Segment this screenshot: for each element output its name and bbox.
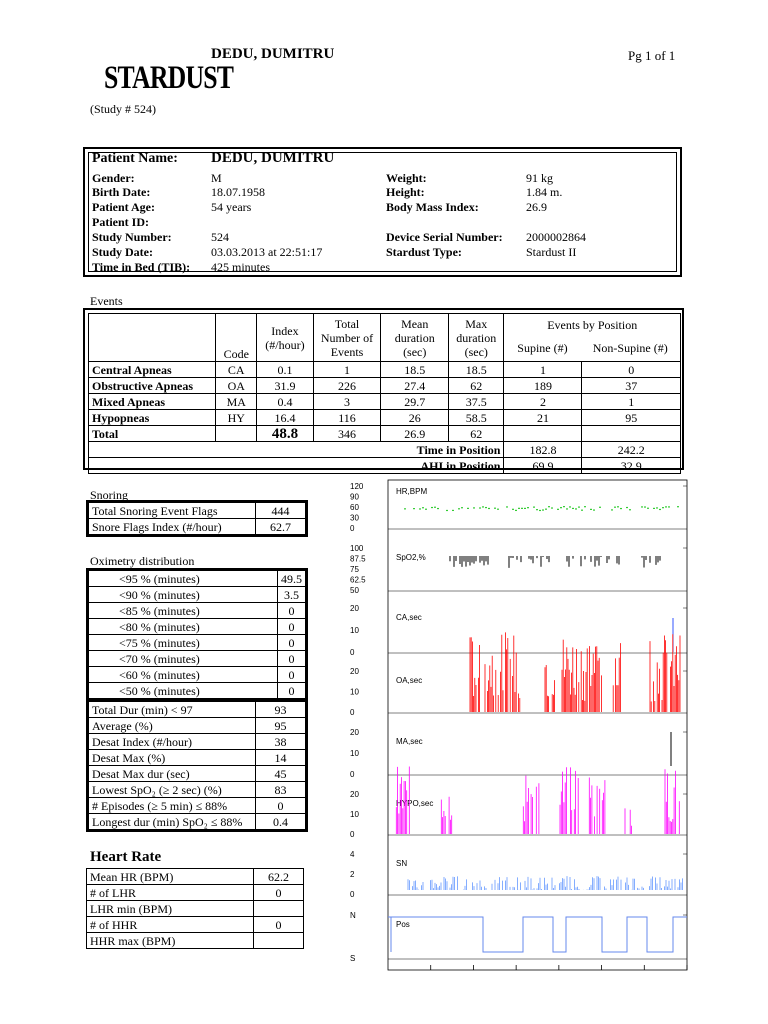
patient-name-value: DEDU, DUMITRU: [211, 150, 335, 166]
hr-trace: [575, 508, 577, 509]
overnight-graph: [340, 478, 690, 978]
patient-field-value: 524: [211, 230, 229, 244]
row-value: 62.7: [256, 519, 306, 535]
hr-trace: [518, 508, 520, 509]
hr-trace: [485, 507, 487, 508]
row-value: 62.2: [254, 869, 304, 885]
table-row: [89, 603, 306, 619]
patient-field-label: Birth Date:: [92, 185, 151, 199]
patient-field-value: 26.9: [526, 200, 547, 214]
event-nonsupine-cell: 95: [582, 410, 681, 426]
hr-trace: [656, 507, 658, 508]
y-tick-label: 0: [350, 648, 355, 657]
patient-field-label: Patient Age:: [92, 200, 155, 214]
hr-trace: [473, 507, 475, 508]
hr-trace: [413, 508, 415, 509]
row-value: 0: [278, 603, 306, 619]
y-tick-label: 20: [350, 790, 359, 799]
event-max-cell: 18.5: [449, 362, 504, 378]
hr-trace: [422, 507, 424, 508]
events-title: Events: [90, 294, 123, 308]
hr-trace: [581, 510, 583, 511]
event-max-cell: 62: [449, 378, 504, 394]
heart-rate-table: [86, 868, 304, 949]
event-code-cell: [216, 426, 257, 442]
y-tick-label: 62.5: [350, 575, 366, 585]
ahi-in-position-label: AHI in Position: [89, 458, 504, 474]
patient-field-value: 91 kg: [526, 171, 553, 185]
events-table: [88, 313, 681, 474]
hr-trace: [431, 507, 433, 508]
event-total-cell: 226: [313, 378, 381, 394]
events-row: [89, 394, 681, 410]
row-value: 0: [278, 619, 306, 635]
table-row: [89, 702, 306, 718]
row-value: 3.5: [278, 587, 306, 603]
patient-field-value: 54 years: [211, 200, 252, 214]
ahi-in-position-supine: 69.9: [504, 458, 582, 474]
ahi-in-position-nonsupine: 32.9: [582, 458, 681, 474]
table-row: [89, 519, 306, 535]
table-row: [87, 901, 304, 917]
row-label: <60 % (minutes): [89, 667, 278, 683]
row-label: <95 % (minutes): [89, 571, 278, 587]
hr-trace: [617, 506, 619, 507]
event-type-label: Mixed Apneas: [89, 394, 216, 410]
table-row: [89, 718, 306, 734]
stardust-logo: STARDUST: [104, 60, 234, 96]
hr-trace: [560, 507, 562, 508]
event-code-cell: HY: [216, 410, 257, 426]
patient-field-value: 1.84 m.: [526, 185, 563, 199]
y-tick-label: 0: [350, 890, 355, 899]
event-total-cell: 116: [313, 410, 381, 426]
events-box: [83, 308, 684, 473]
event-max-cell: 62: [449, 426, 504, 442]
row-label: Longest dur (min) SpO₂ ≤ 88%: [89, 814, 256, 830]
event-nonsupine-cell: 0: [582, 362, 681, 378]
row-label: Total Dur (min) < 97: [89, 702, 256, 718]
event-max-cell: 58.5: [449, 410, 504, 426]
oximetry-title: Oximetry distribution: [90, 554, 195, 568]
hr-trace: [533, 507, 535, 508]
patient-field-label: Study Number:: [92, 230, 172, 244]
col-mean: Mean duration (sec): [381, 314, 449, 362]
hr-trace: [494, 508, 496, 509]
position-trace: [388, 917, 687, 952]
hr-trace: [569, 506, 571, 507]
time-in-position-supine: 182.8: [504, 442, 582, 458]
event-mean-cell: 26: [381, 410, 449, 426]
table-row: [87, 917, 304, 933]
hr-trace: [677, 506, 679, 507]
table-row: [89, 750, 306, 766]
study-number-caption: (Study # 524): [90, 102, 156, 116]
patient-field-label: Time in Bed (TIB):: [92, 260, 191, 274]
row-value: 0: [278, 635, 306, 651]
y-tick-label: 20: [350, 728, 359, 737]
hr-trace: [419, 508, 421, 509]
event-max-cell: 37.5: [449, 394, 504, 410]
patient-field-value: 2000002864: [526, 230, 586, 244]
table-row: [89, 571, 306, 587]
patient-field-label: Stardust Type:: [386, 245, 462, 259]
table-row: [89, 814, 306, 830]
table-row: [89, 734, 306, 750]
hr-trace: [521, 508, 523, 509]
hr-trace: [437, 508, 439, 509]
report-patient-name: DEDU, DUMITRU: [211, 46, 335, 62]
heart-rate-title: Heart Rate: [90, 849, 162, 865]
table-row: [89, 587, 306, 603]
table-row: [89, 798, 306, 814]
event-index-cell: 16.4: [257, 410, 313, 426]
row-value: 83: [256, 782, 306, 798]
row-value: 38: [256, 734, 306, 750]
hr-trace: [647, 508, 649, 509]
row-value: [254, 933, 304, 949]
snoring-box: [86, 500, 308, 537]
event-nonsupine-cell: [582, 426, 681, 442]
row-label: LHR min (BPM): [87, 901, 254, 917]
hr-trace: [488, 508, 490, 509]
col-total: Total Number of Events: [313, 314, 381, 362]
patient-info-box: [83, 147, 682, 277]
hr-trace: [506, 506, 508, 507]
row-label: <75 % (minutes): [89, 635, 278, 651]
row-label: <90 % (minutes): [89, 587, 278, 603]
hr-trace: [590, 509, 592, 510]
row-label: Desat Max (%): [89, 750, 256, 766]
patient-field-label: Patient ID:: [92, 215, 149, 229]
event-code-cell: CA: [216, 362, 257, 378]
oximetry-stats-table: [88, 701, 306, 830]
hr-trace: [404, 508, 406, 509]
table-row: [89, 782, 306, 798]
hr-trace: [446, 510, 448, 511]
row-value: 49.5: [278, 571, 306, 587]
row-value: 0: [278, 667, 306, 683]
y-tick-label: 30: [350, 513, 359, 523]
table-row: [89, 766, 306, 782]
row-value: 0: [256, 798, 306, 814]
hr-trace: [599, 507, 601, 508]
row-label: HHR max (BPM): [87, 933, 254, 949]
col-code: Code: [216, 314, 257, 362]
y-tick-label: 10: [350, 810, 359, 819]
patient-field-value: Stardust II: [526, 245, 577, 259]
y-tick-label: 87.5: [350, 554, 366, 564]
row-value: 0: [254, 885, 304, 901]
hr-trace: [458, 508, 460, 509]
y-tick-label: 20: [350, 604, 359, 613]
y-tick-label: 0: [350, 770, 355, 779]
y-tick-label: 20: [350, 667, 359, 676]
channel-label: MA,sec: [396, 737, 423, 746]
hr-trace: [620, 508, 622, 509]
hr-trace: [662, 507, 664, 508]
hr-trace: [644, 506, 646, 507]
row-value: 0.4: [256, 814, 306, 830]
hr-trace: [572, 508, 574, 509]
oximetry-dist-table: [88, 570, 306, 699]
y-tick-label: 0: [350, 708, 355, 717]
hr-trace: [479, 507, 481, 508]
hr-trace: [668, 506, 670, 507]
row-value: [254, 901, 304, 917]
hr-trace: [653, 508, 655, 509]
y-tick-label: 50: [350, 586, 359, 595]
y-tick-label: 10: [350, 749, 359, 758]
hr-trace: [584, 506, 586, 507]
page-number: Pg 1 of 1: [628, 48, 676, 63]
event-supine-cell: 2: [504, 394, 582, 410]
hr-trace: [452, 510, 454, 511]
event-supine-cell: [504, 426, 582, 442]
y-tick-label: N: [350, 911, 356, 920]
col-supine: Supine (#): [517, 341, 568, 355]
y-tick-label: 2: [350, 870, 355, 879]
table-row: [89, 651, 306, 667]
row-label: <70 % (minutes): [89, 651, 278, 667]
row-value: 45: [256, 766, 306, 782]
row-value: 0: [278, 651, 306, 667]
channel-label: SN: [396, 859, 408, 868]
hr-trace: [551, 507, 553, 508]
hr-trace: [467, 508, 469, 509]
hr-trace: [548, 506, 550, 507]
table-row: [89, 503, 306, 519]
row-value: 93: [256, 702, 306, 718]
patient-field-value: 18.07.1958: [211, 185, 265, 199]
y-tick-label: 60: [350, 503, 359, 512]
row-label: # of LHR: [87, 885, 254, 901]
row-value: 0: [254, 917, 304, 933]
row-value: 444: [256, 503, 306, 519]
hr-trace: [665, 506, 667, 507]
event-code-cell: MA: [216, 394, 257, 410]
event-total-cell: 346: [313, 426, 381, 442]
by-position-label: Events by Position: [547, 318, 638, 332]
patient-field-label: Gender:: [92, 171, 135, 185]
event-type-label: Obstructive Apneas: [89, 378, 216, 394]
hr-trace: [425, 509, 427, 510]
channel-label: Pos: [396, 920, 410, 929]
event-nonsupine-cell: 1: [582, 394, 681, 410]
snoring-title: Snoring: [90, 488, 129, 502]
hr-trace: [536, 509, 538, 510]
plot-frame: [388, 480, 687, 970]
row-label: Total Snoring Event Flags: [89, 503, 256, 519]
hr-trace: [497, 509, 499, 510]
heart-rate-box: [86, 868, 304, 949]
events-row: [89, 378, 681, 394]
hr-trace: [524, 508, 526, 509]
col-by-position: [504, 314, 681, 362]
hr-trace: [512, 509, 514, 510]
hr-trace: [626, 507, 628, 508]
event-supine-cell: 189: [504, 378, 582, 394]
row-label: Desat Max dur (sec): [89, 766, 256, 782]
row-label: # of HHR: [87, 917, 254, 933]
event-mean-cell: 26.9: [381, 426, 449, 442]
event-index-cell: 0.4: [257, 394, 313, 410]
event-mean-cell: 18.5: [381, 362, 449, 378]
hr-trace: [593, 509, 595, 510]
event-index-cell: 0.1: [257, 362, 313, 378]
patient-field-label: Device Serial Number:: [386, 230, 503, 244]
patient-field-value: M: [211, 171, 222, 185]
patient-field-label: Height:: [386, 185, 425, 199]
table-row: [89, 619, 306, 635]
y-tick-label: S: [350, 954, 356, 963]
patient-name-label: Patient Name:: [92, 151, 178, 166]
table-row: [87, 869, 304, 885]
hr-trace: [545, 509, 547, 510]
events-header-blank: [89, 314, 216, 362]
y-tick-label: 10: [350, 626, 359, 635]
row-value: 95: [256, 718, 306, 734]
hr-trace: [515, 510, 517, 511]
time-in-position-label: Time in Position: [89, 442, 504, 458]
snoring-table: [88, 502, 306, 535]
hr-trace: [578, 507, 580, 508]
table-row: [89, 635, 306, 651]
patient-field-label: Study Date:: [92, 245, 154, 259]
y-tick-label: 0: [350, 830, 355, 839]
col-index: Index (#/hour): [257, 314, 313, 362]
hr-trace: [542, 509, 544, 510]
row-label: <85 % (minutes): [89, 603, 278, 619]
row-label: Mean HR (BPM): [87, 869, 254, 885]
table-row: [87, 933, 304, 949]
row-value: 14: [256, 750, 306, 766]
hr-trace: [482, 506, 484, 507]
y-tick-label: 10: [350, 687, 359, 697]
row-label: <80 % (minutes): [89, 619, 278, 635]
patient-field-value: 425 minutes: [211, 260, 270, 274]
event-supine-cell: 21: [504, 410, 582, 426]
table-row: [89, 667, 306, 683]
hr-trace: [461, 507, 463, 508]
row-label: Snore Flags Index (#/hour): [89, 519, 256, 535]
event-nonsupine-cell: 37: [582, 378, 681, 394]
y-tick-label: 0: [350, 524, 355, 533]
table-row: [89, 683, 306, 699]
y-tick-label: 4: [350, 850, 355, 859]
y-tick-label: 100: [350, 544, 364, 553]
y-tick-label: 90: [350, 492, 359, 502]
y-tick-label: 120: [350, 482, 364, 491]
event-total-cell: 3: [313, 394, 381, 410]
hr-trace: [434, 507, 436, 508]
events-row: [89, 426, 681, 442]
event-supine-cell: 1: [504, 362, 582, 378]
hr-trace: [557, 509, 559, 510]
col-nonsupine: Non-Supine (#): [592, 341, 668, 355]
channel-label: HR,BPM: [396, 487, 428, 496]
event-index-cell: 31.9: [257, 378, 313, 394]
oximetry-dist-box: [86, 568, 308, 701]
channel-label: SpO2,%: [396, 553, 426, 562]
event-type-label: Hypopneas: [89, 410, 216, 426]
event-mean-cell: 27.4: [381, 378, 449, 394]
event-index-cell: 48.8: [257, 426, 313, 442]
row-label: <50 % (minutes): [89, 683, 278, 699]
patient-field-label: Weight:: [386, 171, 427, 185]
row-label: Desat Index (#/hour): [89, 734, 256, 750]
row-label: Lowest SpO₂ (≥ 2 sec) (%): [89, 782, 256, 798]
hr-trace: [611, 509, 613, 510]
row-value: 0: [278, 683, 306, 699]
time-in-position-nonsupine: 242.2: [582, 442, 681, 458]
hr-trace: [614, 507, 616, 508]
row-label: # Episodes (≥ 5 min) ≤ 88%: [89, 798, 256, 814]
hr-trace: [659, 509, 661, 510]
hr-trace: [527, 507, 529, 508]
hr-trace: [641, 506, 643, 507]
event-mean-cell: 29.7: [381, 394, 449, 410]
event-code-cell: OA: [216, 378, 257, 394]
hr-trace: [629, 509, 631, 510]
events-row: [89, 362, 681, 378]
event-type-label: Central Apneas: [89, 362, 216, 378]
row-label: Average (%): [89, 718, 256, 734]
channel-label: CA,sec: [396, 613, 422, 622]
hr-trace: [539, 510, 541, 511]
hr-trace: [566, 508, 568, 509]
hr-trace: [563, 506, 565, 507]
col-max: Max duration (sec): [449, 314, 504, 362]
patient-field-value: 03.03.2013 at 22:51:17: [211, 245, 323, 259]
oximetry-stats-box: [86, 698, 308, 832]
channel-label: OA,sec: [396, 676, 423, 685]
event-type-label: Total: [89, 426, 216, 442]
events-row: [89, 410, 681, 426]
event-total-cell: 1: [313, 362, 381, 378]
table-row: [87, 885, 304, 901]
patient-field-label: Body Mass Index:: [386, 200, 479, 214]
y-tick-label: 75: [350, 565, 359, 574]
channel-label: HYPO,sec: [396, 799, 434, 808]
